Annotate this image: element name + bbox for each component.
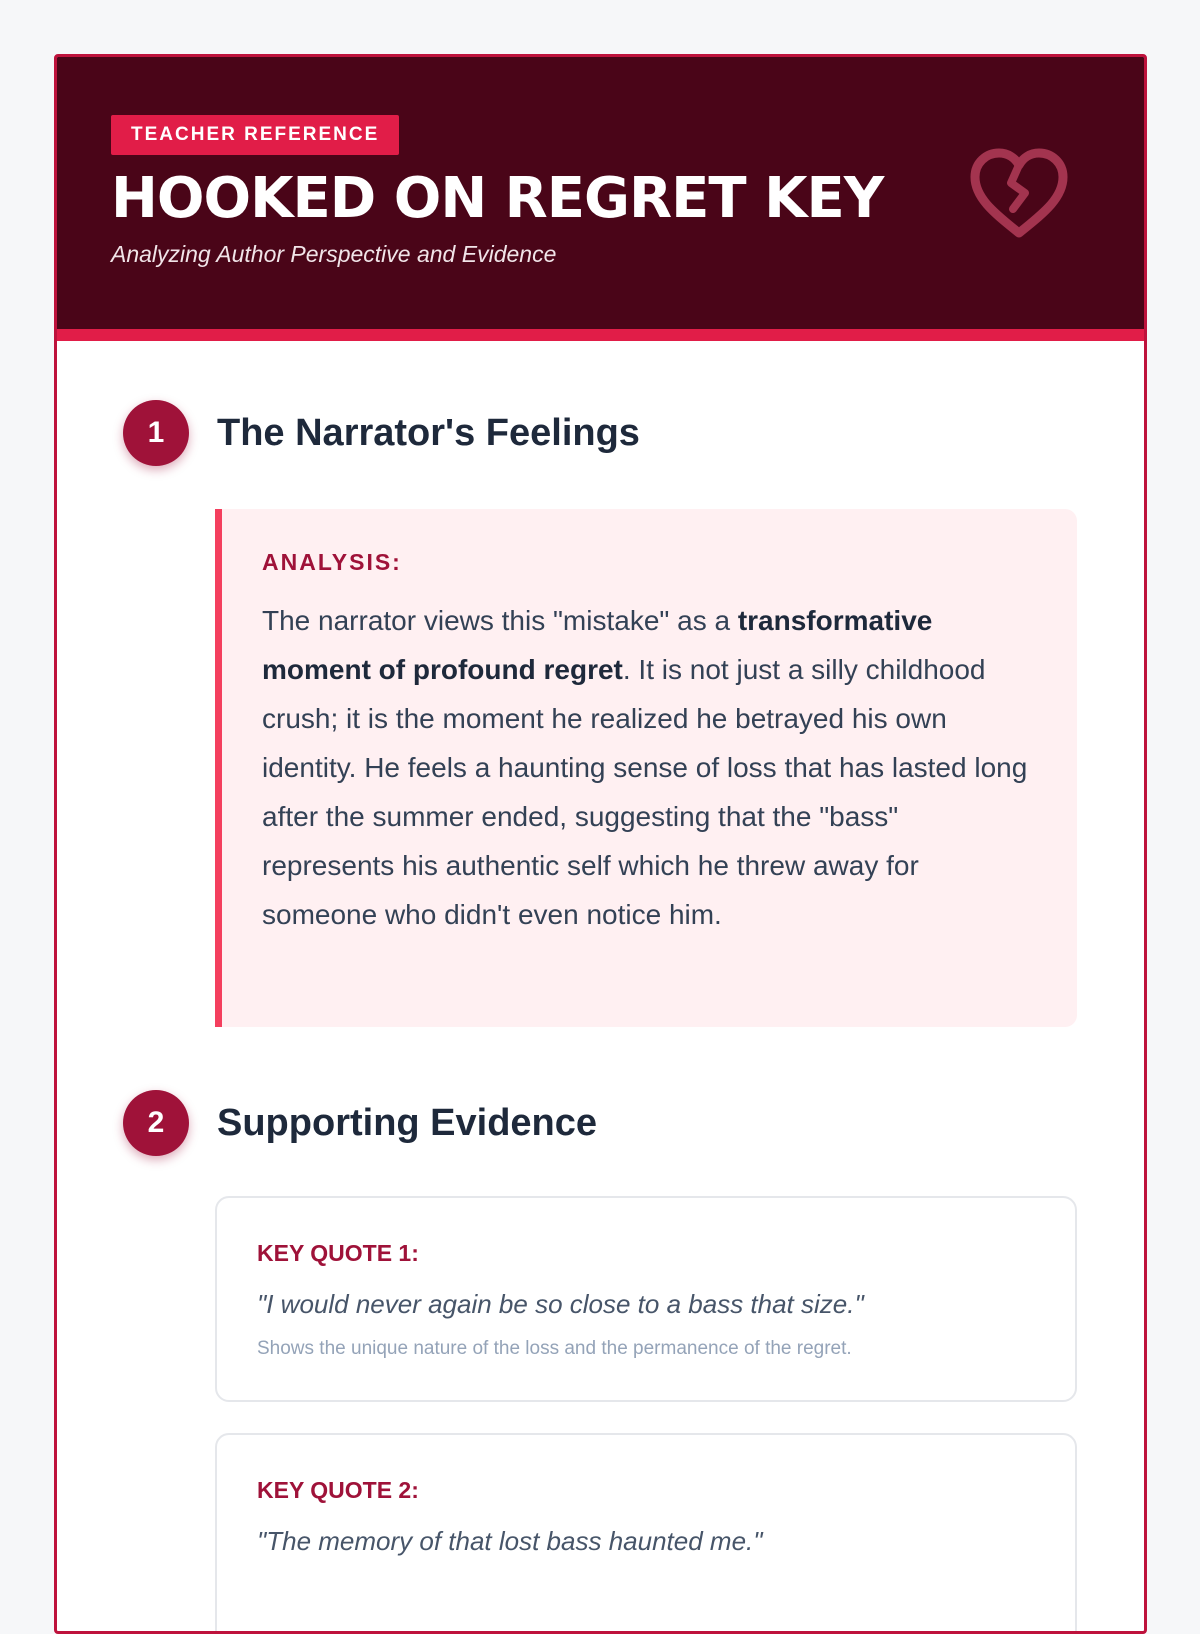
header-banner bbox=[57, 57, 1144, 341]
page-subtitle: Analyzing Author Perspective and Evidence bbox=[111, 241, 557, 267]
key-quote-card bbox=[215, 1196, 1077, 1402]
analysis-emphasis: transformative moment of profound regret bbox=[262, 605, 933, 685]
section-2-heading bbox=[123, 1090, 597, 1156]
answer-key-card bbox=[54, 54, 1147, 1634]
key-quote-card bbox=[215, 1433, 1077, 1634]
analysis-box bbox=[215, 509, 1077, 1027]
quote-label: KEY QUOTE 2: bbox=[257, 1477, 419, 1503]
broken-heart-icon bbox=[967, 147, 1071, 241]
section-1-heading bbox=[123, 400, 640, 466]
section-title: The Narrator's Feelings bbox=[217, 411, 640, 454]
section-number-badge: 1 bbox=[123, 400, 189, 466]
quote-text: "The memory of that lost bass haunted me." bbox=[257, 1526, 763, 1556]
quote-note: Shows the unique nature of the loss and the permanence of the regret. bbox=[257, 1338, 852, 1359]
analysis-label: ANALYSIS: bbox=[262, 549, 402, 575]
page-title: HOOKED ON REGRET KEY bbox=[111, 166, 884, 231]
quote-text: "I would never again be so close to a bass that size." bbox=[257, 1289, 864, 1319]
section-title: Supporting Evidence bbox=[217, 1101, 598, 1144]
teacher-reference-badge: TEACHER REFERENCE bbox=[111, 115, 399, 155]
section-number-badge: 2 bbox=[123, 1090, 189, 1156]
analysis-text: The narrator views this "mistake" as a transformative moment of profound regret. It is not just a silly childhood crush; it is the moment he realized he betrayed his own identity. He feels a haunting sense of loss that has lasted long after the summer ended, suggesting that the "bass" represents his authentic self which he threw away for someone who didn't even notice him. bbox=[262, 605, 1028, 930]
quote-label: KEY QUOTE 1: bbox=[257, 1240, 419, 1266]
